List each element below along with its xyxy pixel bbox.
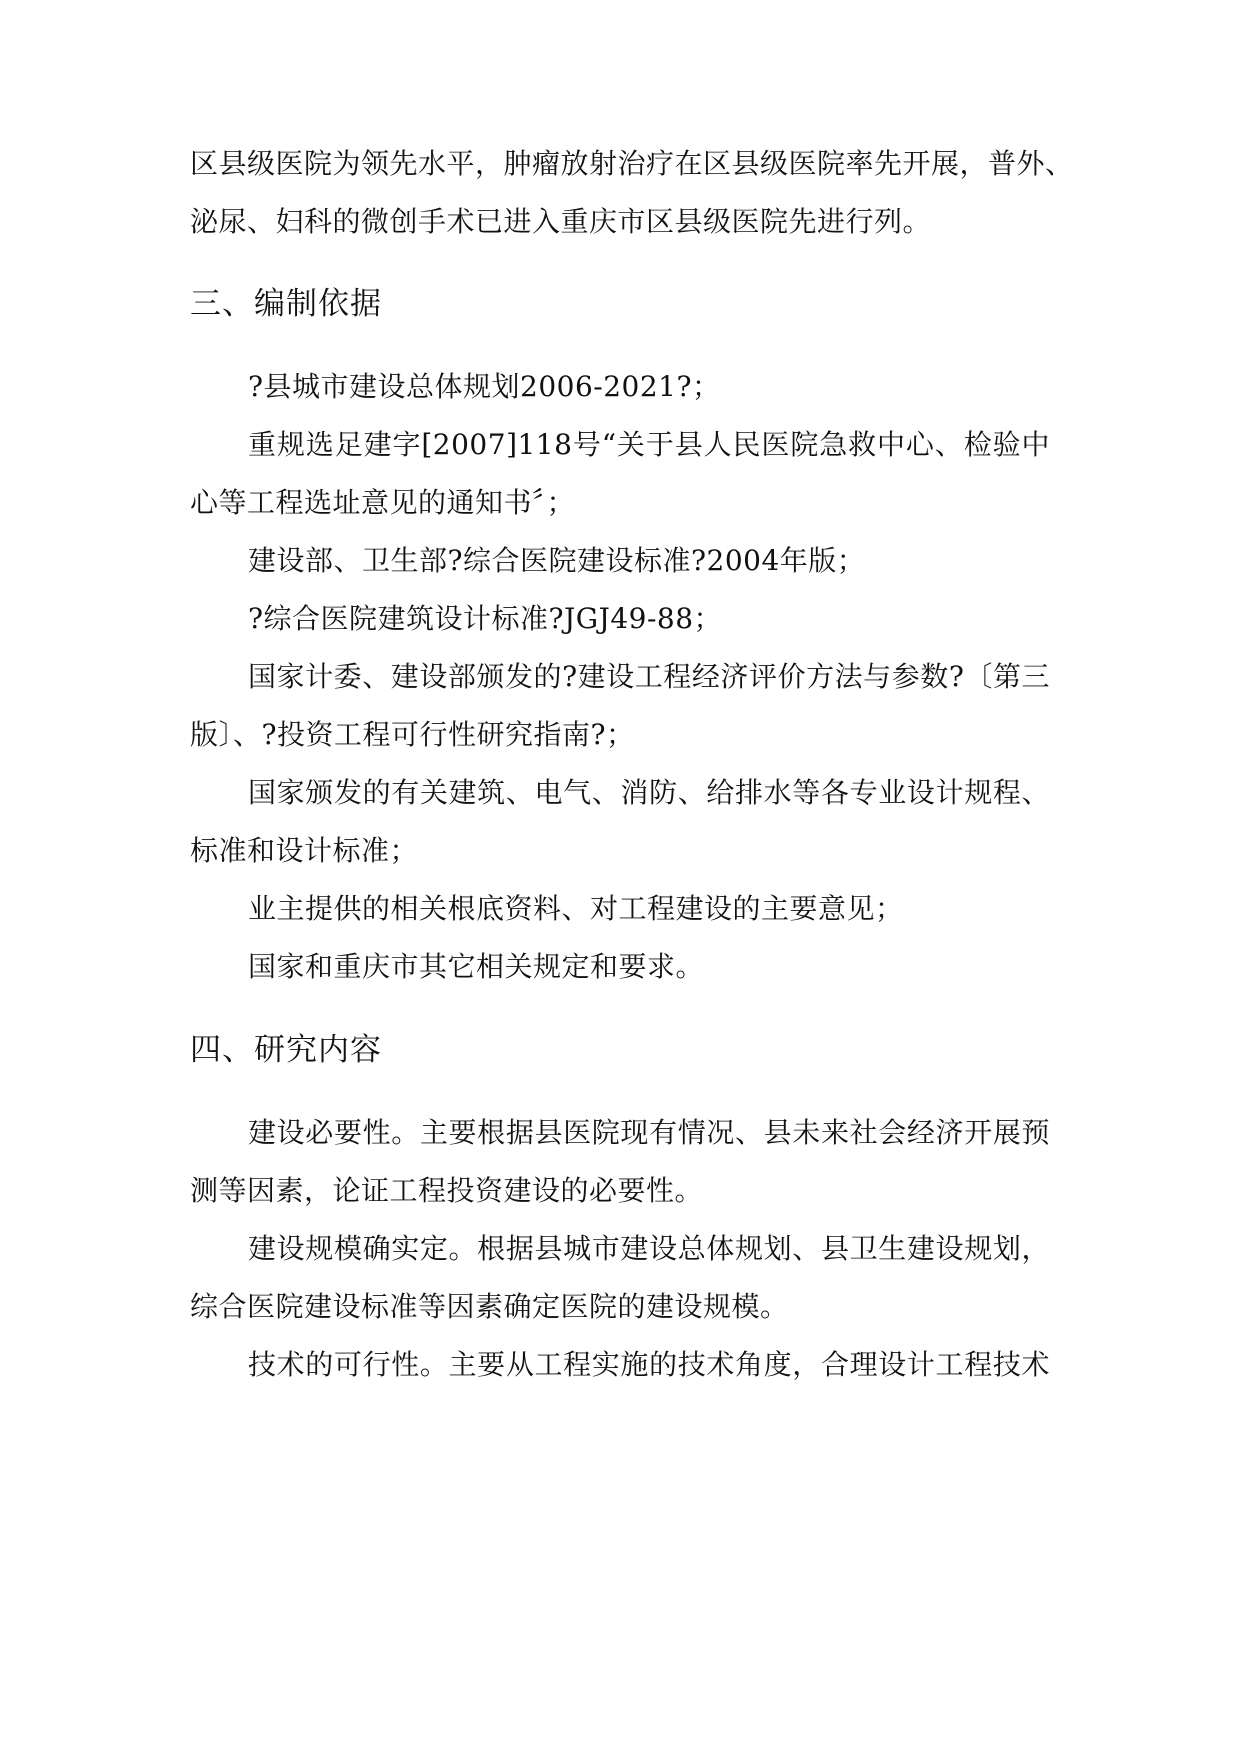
section-heading-research-content: 四、研究内容 <box>190 1032 382 1068</box>
basis-item-6-line-2: 标准和设计标准； <box>190 834 419 867</box>
basis-item-4: ?综合医院建筑设计标准?JGJ49-88； <box>248 602 723 635</box>
basis-item-5-line-2: 版〕、?投资工程可行性研究指南?； <box>190 718 635 751</box>
content-item-2-line-1: 建设规模确实定。根据县城市建设总体规划、县卫生建设规划， <box>248 1232 1050 1265</box>
basis-item-5-line-1: 国家计委、建设部颁发的?建设工程经济评价方法与参数?〔第三 <box>248 660 1050 693</box>
content-item-1-line-2: 测等因素，论证工程投资建设的必要性。 <box>190 1174 704 1207</box>
basis-item-2-line-2: 心等工程选址意见的通知书〞； <box>190 486 576 519</box>
basis-item-3: 建设部、卫生部?综合医院建设标准?2004年版； <box>248 544 866 577</box>
content-item-2-line-2: 综合医院建设标准等因素确定医院的建设规模。 <box>190 1290 789 1323</box>
basis-item-7: 业主提供的相关根底资料、对工程建设的主要意见； <box>248 892 904 925</box>
basis-item-1: ?县城市建设总体规划2006-2021?； <box>248 370 721 403</box>
basis-item-2-line-1: 重规选足建字[2007]118号“关于县人民医院急救中心、检验中 <box>248 428 1050 461</box>
content-item-3-line-1: 技术的可行性。主要从工程实施的技术角度，合理设计工程技术 <box>248 1348 1050 1381</box>
basis-item-6-line-1: 国家颁发的有关建筑、电气、消防、给排水等各专业设计规程、 <box>248 776 1050 809</box>
content-item-1-line-1: 建设必要性。主要根据县医院现有情况、县未来社会经济开展预 <box>248 1116 1050 1149</box>
basis-item-8: 国家和重庆市其它相关规定和要求。 <box>248 950 705 983</box>
intro-line-2: 泌尿、妇科的微创手术已进入重庆市区县级医院先进行列。 <box>190 205 932 238</box>
intro-line-1: 区县级医院为领先水平，肿瘤放射治疗在区县级医院率先开展，普外、 <box>190 147 1074 180</box>
section-heading-basis: 三、编制依据 <box>190 286 382 322</box>
